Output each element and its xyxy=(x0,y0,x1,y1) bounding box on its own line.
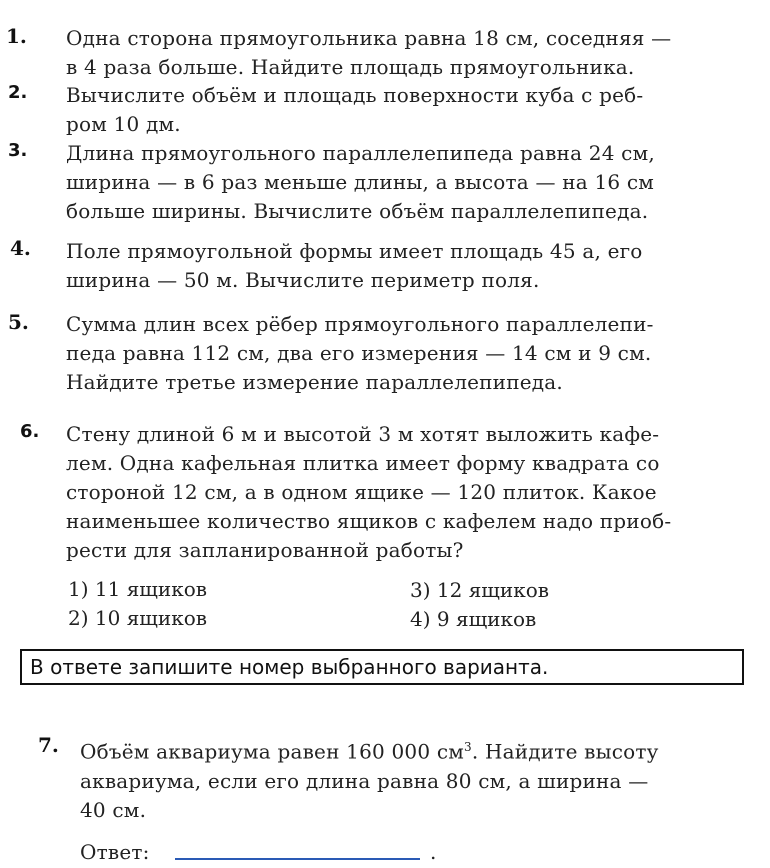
problem-6-line-3: стороной 12 см, а в одном ящике — 120 плиток. Какое xyxy=(66,480,657,504)
problem-2-text xyxy=(66,81,643,139)
superscript-3: 3 xyxy=(464,740,472,754)
problem-2-line-2: ром 10 дм. xyxy=(66,112,181,136)
problem-6-line-1: Стену длиной 6 м и высотой 3 м хотят выложить кафе- xyxy=(66,422,660,446)
problem-3-number: 3. xyxy=(8,140,28,161)
option-1: 1) 11 ящиков xyxy=(68,577,208,601)
answer-input-line[interactable] xyxy=(175,858,420,860)
problem-6-text xyxy=(66,420,671,565)
instruction-box: В ответе запишите номер выбранного варианта. xyxy=(20,649,744,685)
problem-5-text xyxy=(66,310,654,397)
problem-6-line-4: наименьшее количество ящиков с кафелем надо приоб- xyxy=(66,509,672,533)
problem-4-number: 4. xyxy=(10,236,31,260)
option-3: 3) 12 ящиков xyxy=(410,578,550,602)
problem-3-line-2: ширина — в 6 раз меньше длины, а высота — на 16 см xyxy=(66,170,655,194)
problem-6-line-2: лем. Одна кафельная плитка имеет форму квадрата со xyxy=(66,451,660,475)
option-2: 2) 10 ящиков xyxy=(68,606,208,630)
problem-5-line-2: педа равна 112 см, два его измерения — 14 см и 9 см. xyxy=(66,341,652,365)
problem-1-number: 1. xyxy=(6,24,27,48)
problem-3-line-1: Длина прямоугольного параллелепипеда равна 24 см, xyxy=(66,141,655,165)
problem-3-text xyxy=(66,139,655,226)
problem-7-text xyxy=(80,733,659,825)
problem-4-line-2: ширина — 50 м. Вычислите периметр поля. xyxy=(66,268,540,292)
option-4: 4) 9 ящиков xyxy=(410,607,537,631)
problem-5-line-3: Найдите третье измерение параллелепипеда. xyxy=(66,370,563,394)
problem-1-text xyxy=(66,24,671,82)
answer-label: Ответ: xyxy=(80,840,150,864)
problem-2-line-1: Вычислите объём и площадь поверхности куба с реб- xyxy=(66,83,644,107)
problem-7-line-1-end: . Найдите высоту xyxy=(471,739,659,764)
problem-1-line-1: Одна сторона прямоугольника равна 18 см, соседняя — xyxy=(66,26,672,50)
problem-1-line-2: в 4 раза больше. Найдите площадь прямоугольника. xyxy=(66,55,635,79)
problem-4-text xyxy=(66,237,643,295)
problem-4-line-1: Поле прямоугольной формы имеет площадь 45 а, его xyxy=(66,239,643,263)
problem-2-number: 2. xyxy=(8,82,28,103)
problem-6-number: 6. xyxy=(20,421,40,442)
problem-3-line-3: больше ширины. Вычислите объём параллелепипеда. xyxy=(66,199,649,223)
problem-6-line-5: рести для запланированной работы? xyxy=(66,538,464,562)
problem-7-line-3: 40 см. xyxy=(80,797,147,822)
problem-7-line-1-start: Объём аквариума равен 160 000 см xyxy=(80,739,464,764)
problem-7-line-1 xyxy=(80,733,659,767)
problem-5-number: 5. xyxy=(8,310,29,334)
problem-7-number: 7. xyxy=(38,733,59,757)
problem-5-line-1: Сумма длин всех рёбер прямоугольного параллелепи- xyxy=(66,312,654,336)
answer-period: . xyxy=(430,840,437,864)
problem-7-line-2: аквариума, если его длина равна 80 см, а ширина — xyxy=(80,768,649,793)
